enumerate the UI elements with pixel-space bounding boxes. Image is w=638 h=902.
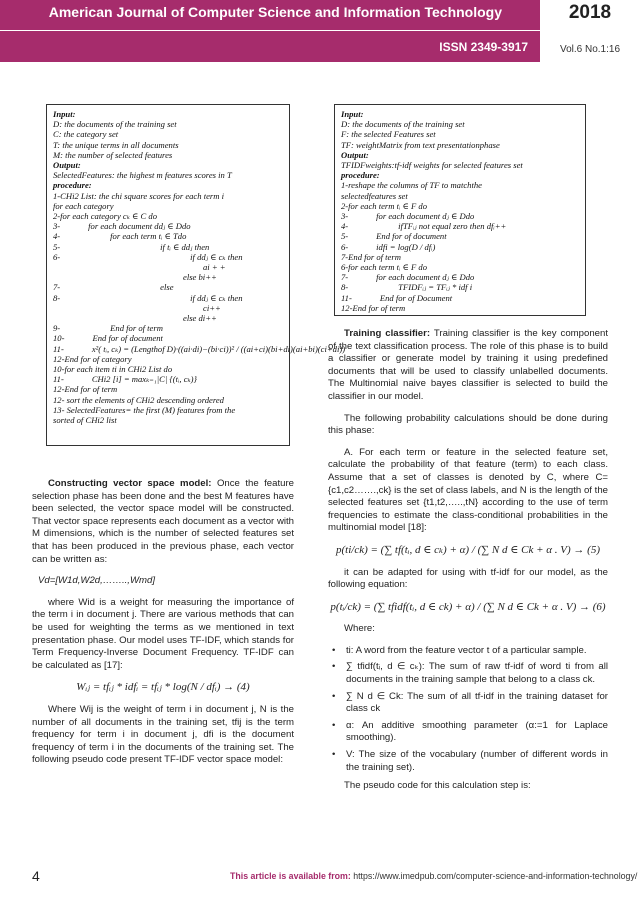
pseudocode-line-number: 3- bbox=[341, 211, 349, 222]
pseudocode-line-number: SelectedFeatures: the highest m features scores in T bbox=[53, 170, 232, 181]
pseudocode-line-number: 12-End for of category bbox=[53, 353, 132, 364]
journal-title: American Journal of Computer Science and Information Technology bbox=[48, 4, 502, 20]
pseudocode-line-number: 4- bbox=[53, 231, 61, 242]
pseudocode-line-number: procedure: bbox=[53, 180, 92, 191]
where-label: Where: bbox=[344, 623, 375, 635]
pseudocode-line bbox=[341, 150, 579, 160]
pseudocode-line bbox=[53, 201, 283, 211]
pseudocode-line-number: 12- sort the elements of CHi2 descending ordered bbox=[53, 394, 224, 405]
pseudocode-line-number: 9- bbox=[53, 323, 61, 334]
pseudocode-line bbox=[53, 262, 283, 272]
left-column bbox=[32, 478, 294, 776]
pseudocode-line-number: 10- bbox=[53, 333, 65, 344]
pseudocode-line bbox=[53, 231, 283, 241]
pseudocode-line bbox=[341, 303, 579, 313]
pseudocode-line bbox=[53, 150, 283, 160]
pseudocode-line-text: TFIDFᵢⱼ = TFᵢⱼ * idf i bbox=[398, 282, 473, 293]
pseudocode-line-number: 11- bbox=[341, 292, 352, 303]
adaptation-paragraph: it can be adapted for using with tf-idf for our model, as the following equation: bbox=[328, 566, 608, 591]
pseudocode-line bbox=[53, 221, 283, 231]
pseudocode-line-text: End for of Document bbox=[379, 292, 453, 303]
pseudocode-line-number: 5- bbox=[53, 241, 61, 252]
definition-item: • α: An additive smoothing parameter (α:=1 for Laplace smoothing). bbox=[328, 720, 608, 745]
pseudocode-line bbox=[341, 170, 579, 180]
pseudocode-line-number: 7-End for of term bbox=[341, 251, 401, 262]
chi2-pseudocode-box bbox=[46, 104, 346, 446]
pseudocode-line-number: T: the unique terms in all documents bbox=[53, 139, 179, 150]
pseudocode-line-number: selectedfeatures set bbox=[341, 190, 408, 201]
pseudocode-line bbox=[341, 109, 579, 119]
probability-step-a: A. For each term or feature in the selected feature set, calculate the probability of that feature (term) to each class. Assume that a set of classes is denoted by C, where C={c1,c2…….,ck} is the set of class labels, and N is the length of the selected features set {t1,t2,…..,tN} according to the use of term frequencies to estimate the class-conditional probabilities in the multinomial model [18]: bbox=[328, 446, 608, 534]
pseudocode-line bbox=[341, 242, 579, 252]
pseudocode-line-number: 10-for each item ti in CHi2 List do bbox=[53, 364, 173, 375]
pseudocode-line-number: sorted of CHi2 list bbox=[53, 415, 117, 426]
pseudocode-line bbox=[53, 129, 283, 139]
vsm-paragraph: Once the feature selection phase has been done and the best M features have been selected, the vector space model will be constructed. That vector space represents each document as a vector with M dimensions, which is the number of selected features set that has been produced in the previous phase, each vector can be written as: bbox=[32, 478, 294, 565]
pseudocode-line-text: for each term tᵢ ∈ Tdo bbox=[110, 231, 187, 242]
pseudocode-line-number: 11- bbox=[53, 374, 64, 385]
pseudocode-line bbox=[53, 119, 283, 129]
footer-url[interactable]: https://www.imedpub.com/computer-science-and-information-technology/ bbox=[350, 871, 638, 881]
pseudocode-line-number: 12-End for of term bbox=[53, 384, 118, 395]
pseudocode-line bbox=[341, 221, 579, 231]
pseudocode-line bbox=[53, 415, 283, 425]
pseudocode-line bbox=[53, 405, 283, 415]
pseudocode-line-number: 1-reshape the columns of TF to matchthe bbox=[341, 180, 482, 191]
equation-5: p(ti/ck) = (∑ tf(tᵢ, d ∈ cₖ) + α) / (∑ N d ∈ Ck + α . V) → (5) bbox=[336, 543, 600, 556]
pseudocode-line-number: for each category bbox=[53, 200, 114, 211]
pseudocode-line-number: 12-End for of term bbox=[341, 302, 406, 313]
equation-4: Wᵢⱼ = tfᵢⱼ * idfᵢ = tfᵢⱼ * log(N / dfᵢ) → (4) bbox=[76, 681, 250, 694]
pseudocode-line bbox=[53, 303, 283, 313]
pseudocode-line-text: if ddⱼ ∈ cₖ then bbox=[190, 292, 243, 303]
pseudocode-line-number: procedure: bbox=[341, 170, 380, 181]
pseudocode-line bbox=[341, 262, 579, 272]
pseudocode-line bbox=[53, 313, 283, 323]
page-number: 4 bbox=[32, 868, 40, 884]
vector-definition: Vd=[W1d,W2d,……..,Wmd] bbox=[38, 575, 156, 587]
pseudocode-line-text: else di++ bbox=[183, 313, 217, 324]
pseudocode-line bbox=[53, 323, 283, 333]
pseudocode-line bbox=[341, 201, 579, 211]
pseudocode-line-number: D: the documents of the training set bbox=[341, 119, 465, 130]
pseudocode-line-text: CHi2 [i] = maxₖ₌₁|C| {(tᵢ, cₖ)} bbox=[91, 374, 197, 385]
pseudocode-line bbox=[53, 180, 283, 190]
pseudocode-line bbox=[53, 364, 283, 374]
pseudocode-line bbox=[53, 109, 283, 119]
pseudocode-line bbox=[341, 282, 579, 292]
pseudocode-line bbox=[53, 191, 283, 201]
pseudocode-line-number: Output: bbox=[53, 160, 81, 171]
pseudocode-line-number: 6- bbox=[53, 251, 61, 262]
pseudocode-line bbox=[53, 170, 283, 180]
pseudocode-line bbox=[341, 119, 579, 129]
pseudocode-line-number: 13- SelectedFeatures= the first (M) features from the bbox=[53, 404, 236, 415]
pseudocode-line-text: else bi++ bbox=[183, 272, 217, 283]
pseudocode-line bbox=[53, 272, 283, 282]
pseudocode-line-number: Output: bbox=[341, 149, 369, 160]
definition-item: • ti: A word from the feature vector t of a particular sample. bbox=[328, 645, 608, 658]
pseudocode-line-number: 8- bbox=[53, 292, 61, 303]
pseudocode-line-number: M: the number of selected features bbox=[53, 149, 173, 160]
footer-available-label: This article is available from: bbox=[230, 871, 351, 881]
definition-item: • V: The size of the vocabulary (number of different words in the training set). bbox=[328, 749, 608, 774]
pseudocode-line-number: C: the category set bbox=[53, 129, 119, 140]
pseudocode-line bbox=[53, 354, 283, 364]
pseudocode-line bbox=[341, 180, 579, 190]
pseudocode-line-number: 6-for each term tᵢ ∈ F do bbox=[341, 262, 428, 273]
training-paragraph: Training classifier is the key component of the text classification process. The role of this phase is to build a classifier or generate model by training it using predefined documents that will be used to classify unlabelled documents. The Multinomial naive bayes classifier is selected to build the classifier in our model. bbox=[328, 328, 608, 402]
pseudocode-line bbox=[53, 211, 283, 221]
pseudocode-line-number: F: the selected Features set bbox=[341, 129, 436, 140]
pseudocode-line bbox=[341, 160, 579, 170]
pseudocode-line-text: for each document dⱼ ∈ Ddo bbox=[376, 272, 475, 283]
pseudocode-line-number: 7- bbox=[53, 282, 61, 293]
pseudocode-line-text: End for of document bbox=[92, 333, 163, 344]
footer-availability bbox=[230, 871, 637, 881]
pseudocode-line-text: ai + + bbox=[203, 262, 226, 273]
definition-item: • ∑ tfidf(tᵢ, d ∈ cₖ): The sum of raw tf-idf of word ti from all documents in the training sample that belong to a class ck. bbox=[328, 661, 608, 686]
weight-explanation: Where Wij is the weight of term i in document j, N is the number of all documents in the training set, tfij is the term frequency for term i in document j, dfi is the document frequency of term i in the documents of the training set. The following pseudo code present TF-IDF vector space model: bbox=[32, 703, 294, 766]
pseudocode-line bbox=[53, 242, 283, 252]
definitions-list bbox=[328, 645, 608, 774]
pseudocode-line bbox=[53, 293, 283, 303]
pseudocode-intro: The pseudo code for this calculation step is: bbox=[344, 780, 531, 792]
pseudocode-line bbox=[53, 384, 283, 394]
pseudocode-line bbox=[341, 191, 579, 201]
pseudocode-line bbox=[341, 129, 579, 139]
volume-label: Vol.6 No.1:16 bbox=[559, 44, 621, 55]
pseudocode-line-number: TF: weightMatrix from text presentationphase bbox=[341, 139, 500, 150]
pseudocode-line bbox=[53, 343, 346, 354]
pseudocode-line-number: 2-for each category cₖ ∈ C do bbox=[53, 211, 158, 222]
pseudocode-line bbox=[341, 140, 579, 150]
pseudocode-line bbox=[53, 140, 283, 150]
year-label: 2018 bbox=[568, 2, 612, 23]
section-heading-training: Training classifier: bbox=[344, 328, 431, 339]
pseudocode-line-text: if ddⱼ ∈ cₖ then bbox=[190, 251, 243, 262]
issn-label: ISSN 2349-3917 bbox=[439, 40, 528, 54]
pseudocode-line-number: Input: bbox=[341, 109, 364, 119]
pseudocode-line-text: for each document ddⱼ ∈ Ddo bbox=[88, 221, 191, 232]
pseudocode-line-number: 11- bbox=[53, 343, 64, 354]
tfidf-pseudocode-box bbox=[334, 104, 586, 316]
pseudocode-line bbox=[53, 333, 283, 343]
pseudocode-line-text: if tᵢ ∈ ddⱼ then bbox=[160, 241, 210, 252]
pseudocode-line-number: D: the documents of the training set bbox=[53, 119, 177, 130]
weight-paragraph: where Wid is a weight for measuring the importance of the term i in document j. There are various methods that can be used for weighting the terms as we mentioned in text presentation phase. Our model uses TF-IDF, which stands for Term Frequency-Inverse Document Frequency. TF-IDF can be calculated as [17]: bbox=[32, 596, 294, 671]
right-column bbox=[328, 328, 608, 802]
pseudocode-line bbox=[341, 293, 579, 303]
pseudocode-line-number: 3- bbox=[53, 221, 61, 232]
pseudocode-line-number: 8- bbox=[341, 282, 349, 293]
pseudocode-line-number: Input: bbox=[53, 109, 76, 119]
pseudocode-line bbox=[53, 395, 283, 405]
section-heading-vsm: Constructing vector space model: bbox=[48, 478, 212, 489]
pseudocode-line-text: End for of document bbox=[376, 231, 447, 242]
probability-intro: The following probability calculations should be done during this phase: bbox=[328, 412, 608, 437]
pseudocode-line bbox=[341, 231, 579, 241]
pseudocode-line-number: 7- bbox=[341, 272, 349, 283]
pseudocode-line bbox=[53, 252, 283, 262]
pseudocode-line-number: 1-CHi2 List: the chi square scores for each term i bbox=[53, 190, 224, 201]
pseudocode-line-text: ifTFᵢⱼ not equal zero then dfᵢ++ bbox=[398, 221, 507, 232]
pseudocode-line bbox=[341, 252, 579, 262]
pseudocode-line-text: for each document dⱼ ∈ Ddo bbox=[376, 211, 475, 222]
pseudocode-line-number: 6- bbox=[341, 241, 349, 252]
pseudocode-line-number: 5- bbox=[341, 231, 349, 242]
pseudocode-line bbox=[341, 211, 579, 221]
pseudocode-line-text: else bbox=[160, 282, 174, 293]
pseudocode-line bbox=[341, 272, 579, 282]
header-divider bbox=[0, 30, 540, 31]
pseudocode-line-text: idfi = log(D / dfᵢ) bbox=[376, 241, 436, 252]
pseudocode-line-text: End for of term bbox=[110, 323, 163, 334]
equation-6: p(tᵢ/ck) = (∑ tfidf(tᵢ, d ∈ ck) + α) / (∑ N d ∈ Ck + α . V) → (6) bbox=[330, 600, 606, 613]
pseudocode-line-number: 4- bbox=[341, 221, 349, 232]
pseudocode-line-text: x²( tᵢ, cₖ) = (Lengthof D)·((ai·di)−(bi·ci))² / ((ai+ci)(bi+di)(ai+bi)(ci+di)) bbox=[91, 343, 346, 354]
pseudocode-line bbox=[53, 282, 283, 292]
pseudocode-line bbox=[53, 160, 283, 170]
definition-item: • ∑ N d ∈ Ck: The sum of all tf-idf in the training dataset for class ck bbox=[328, 691, 608, 716]
pseudocode-line-text: ci++ bbox=[203, 302, 221, 313]
pseudocode-line-number: 2-for each term tᵢ ∈ F do bbox=[341, 200, 428, 211]
pseudocode-line bbox=[53, 374, 283, 384]
pseudocode-line-number: TFIDFweights:tf-idf weights for selected features set bbox=[341, 160, 523, 171]
